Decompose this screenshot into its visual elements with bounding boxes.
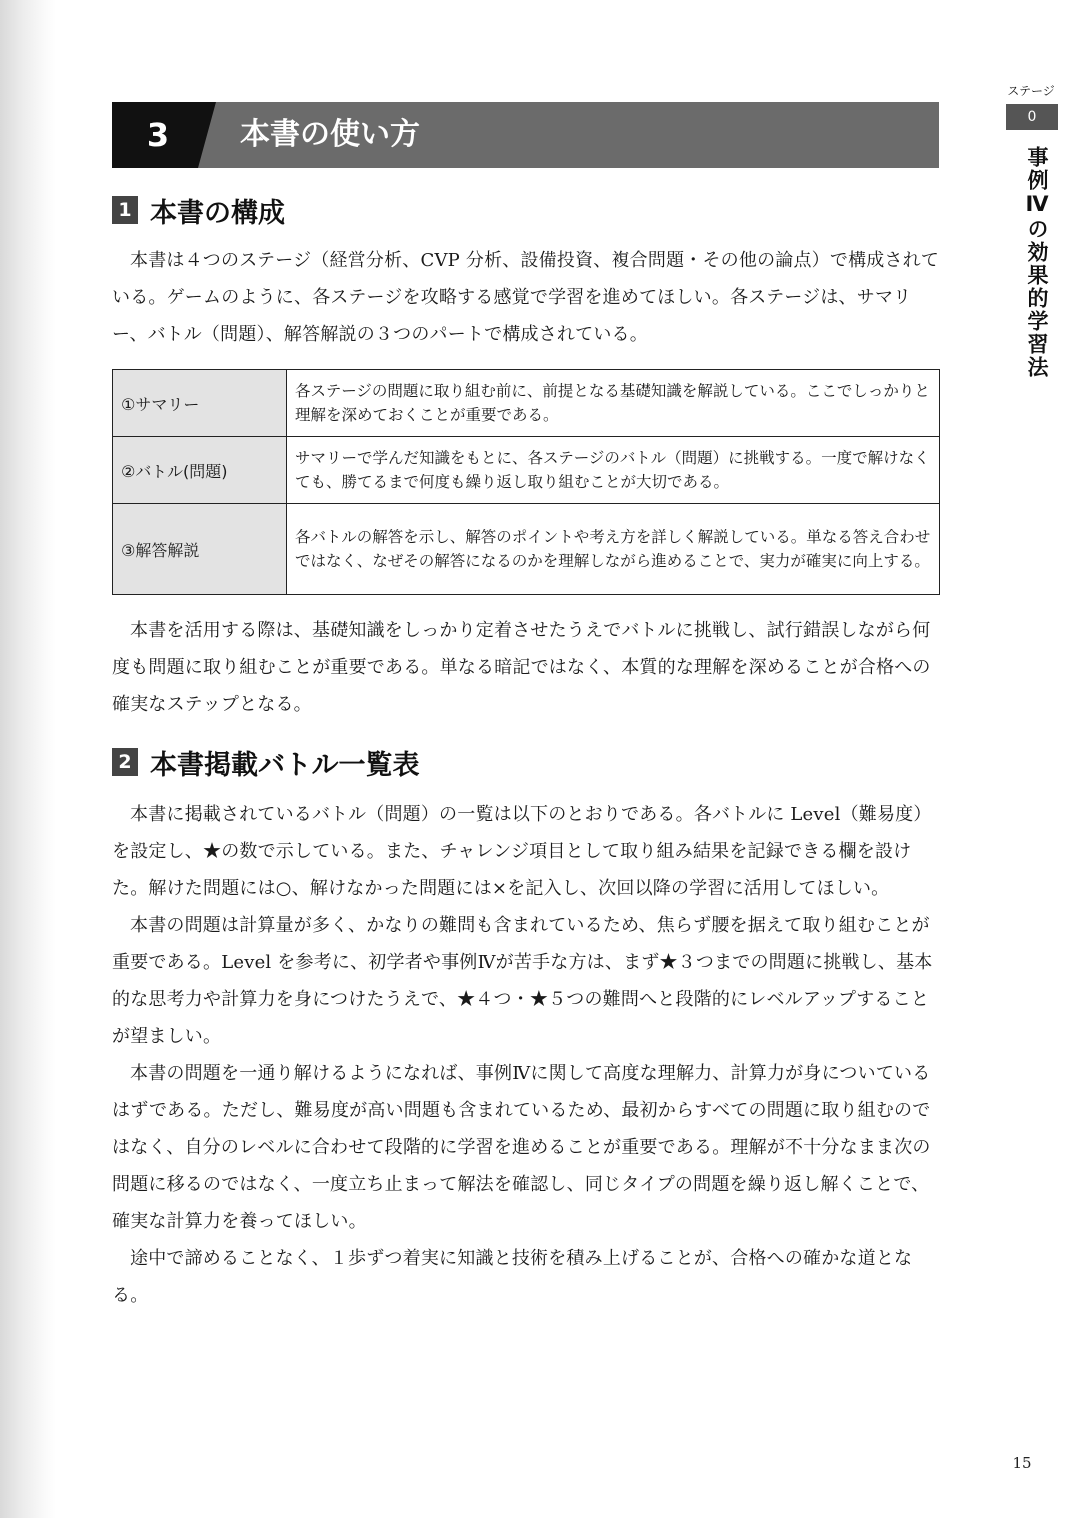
section-number-2: 2 [112, 748, 138, 776]
paragraph: 本書の問題は計算量が多く、かなりの難問も含まれているため、焦らず腰を据えて取り組むことが重要である。Level を参考に、初学者や事例Ⅳが苦手な方は、まず★３つまでの問題に挑戦し、基本的な思考力や計算力を身につけたうえで、★４つ・★５つの難問へと段階的にレベルアップすることが望ましい。 [112, 915, 933, 1047]
stage-number-badge: 0 [1006, 104, 1058, 130]
chapter-number: 3 [146, 116, 170, 154]
table-desc-battle: サマリーで学んだ知識をもとに、各ステージのバトル（問題）に挑戦する。一度で解けなくても、勝てるまで何度も繰り返し取り組むことが大切である。 [287, 437, 940, 504]
section2-body [112, 796, 940, 1314]
table-desc-summary: 各ステージの問題に取り組む前に、前提となる基礎知識を解説している。ここでしっかりと理解を深めておくことが重要である。 [287, 370, 940, 437]
page-gutter-shadow [0, 0, 56, 1518]
chapter-title: 本書の使い方 [240, 117, 420, 152]
table-row [113, 504, 940, 595]
section1-closing [112, 612, 940, 723]
paragraph: 本書に掲載されているバトル（問題）の一覧は以下のとおりである。各バトルに Level（難易度）を設定し、★の数で示している。また、チャレンジ項目として取り組み結果を記録できる欄を設けた。解けた問題には○、解けなかった問題には×を記入し、次回以降の学習に活用してほしい。 [112, 804, 932, 899]
table-desc-answer: 各バトルの解答を示し、解答のポイントや考え方を詳しく解説している。単なる答え合わせではなく、なぜその解答になるのかを理解しながら進めることで、実力が確実に向上する。 [287, 504, 940, 595]
table-row [113, 370, 940, 437]
chapter-header-bar [112, 102, 939, 168]
page-number: 15 [1012, 1454, 1032, 1472]
chapter-header [112, 102, 939, 168]
paragraph: 本書の問題を一通り解けるようになれば、事例Ⅳに関して高度な理解力、計算力が身についているはずである。ただし、難易度が高い問題も含まれているため、最初からすべての問題に取り組むのではなく、自分のレベルに合わせて段階的に学習を進めることが重要である。理解が不十分なまま次の問題に移るのではなく、一度立ち止まって解法を確認し、同じタイプの問題を繰り返し解くことで、確実な計算力を養ってほしい。 [112, 1063, 931, 1232]
section-number-1: 1 [112, 196, 138, 224]
section-title-2: 本書掲載バトル一覧表 [150, 749, 420, 781]
section-heading-2 [112, 742, 419, 782]
section-heading-1 [112, 190, 285, 230]
paragraph: 本書は４つのステージ（経営分析、CVP 分析、設備投資、複合問題・その他の論点）で構成されている。ゲームのように、各ステージを攻略する感覚で学習を進めてほしい。各ステージは、サマリー、バトル（問題）、解答解説の３つのパートで構成されている。 [112, 250, 940, 345]
table-label-answer: ③解答解説 [113, 504, 287, 595]
table-row [113, 437, 940, 504]
stage-label: ステージ [1007, 84, 1055, 98]
section-title-1: 本書の構成 [150, 197, 285, 229]
table-label-battle: ②バトル(問題) [113, 437, 287, 504]
paragraph: 途中で諦めることなく、１歩ずつ着実に知識と技術を積み上げることが、合格への確かな道となる。 [112, 1248, 913, 1306]
section1-intro [112, 242, 940, 353]
table-label-summary: ①サマリー [113, 370, 287, 437]
side-vertical-title: 事例Ⅳの効果的学習法 [1025, 146, 1049, 379]
paragraph: 本書を活用する際は、基礎知識をしっかり定着させたうえでバトルに挑戦し、試行錯誤しながら何度も問題に取り組むことが重要である。単なる暗記ではなく、本質的な理解を深めることが合格への確実なステップとなる。 [112, 620, 931, 715]
parts-table [112, 369, 940, 595]
